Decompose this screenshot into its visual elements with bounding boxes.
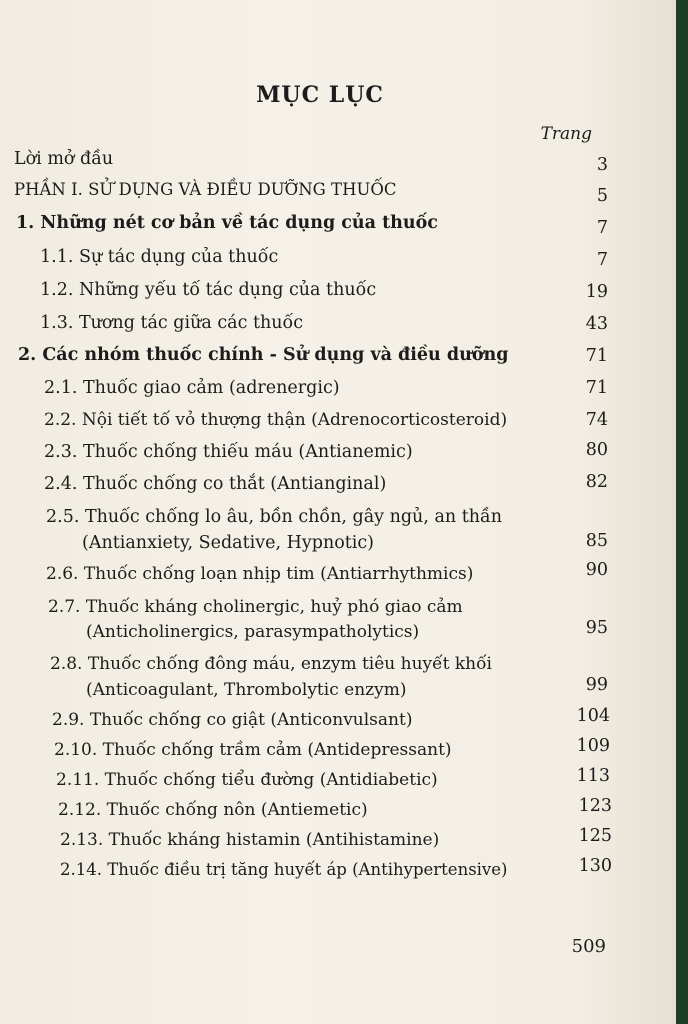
toc-entry-page: 7 (596, 250, 608, 270)
page-column-header: Trang (540, 124, 592, 144)
toc-entry-page: 95 (585, 618, 608, 638)
toc-entry-label: 1. Những nét cơ bản về tác dụng của thuốc (16, 213, 438, 233)
toc-entry-label: 2.6. Thuốc chống loạn nhịp tim (Antiarrhythmics) (46, 564, 474, 584)
toc-entry-label: 1.3. Tương tác giữa các thuốc (40, 313, 304, 333)
toc-entry-label: 2.2. Nội tiết tố vỏ thượng thận (Adrenocorticosteroid) (44, 410, 508, 430)
toc-entry-label: 2.12. Thuốc chống nôn (Antiemetic) (58, 800, 368, 820)
toc-entry-page: 43 (585, 314, 608, 334)
toc-entry-label: 2. Các nhóm thuốc chính - Sử dụng và điều dưỡng (18, 345, 509, 365)
toc-entry-page: 71 (585, 378, 608, 398)
toc-entry-label: 2.7. Thuốc kháng cholinergic, huỷ phó giao cảm (48, 597, 463, 617)
toc-entry-page: 130 (578, 856, 612, 876)
toc-entry-label: Lời mở đầu (14, 149, 114, 169)
toc-entry-page: 3 (596, 155, 608, 175)
toc-entry-label: 2.8. Thuốc chống đông máu, enzym tiêu huyết khối (50, 654, 492, 674)
toc-entry-label: 2.1. Thuốc giao cảm (adrenergic) (44, 378, 340, 398)
toc-entry-page: 7 (596, 218, 608, 238)
toc-entry-label: 1.2. Những yếu tố tác dụng của thuốc (40, 280, 377, 300)
toc-entry-label-2: (Antianxiety, Sedative, Hypnotic) (82, 533, 375, 553)
toc-entry-label-2: (Anticoagulant, Thrombolytic enzym) (86, 680, 407, 700)
toc-entry-label: 2.13. Thuốc kháng histamin (Antihistamine) (60, 830, 440, 850)
toc-entry-page: 90 (585, 560, 608, 580)
toc-entry-page: 125 (578, 826, 612, 846)
page-title: MỤC LỤC (256, 82, 384, 108)
toc-entry-page: 113 (576, 766, 610, 786)
toc-entry-page: 104 (576, 706, 610, 726)
toc-entry-label: 2.5. Thuốc chống lo âu, bồn chồn, gây ngủ, an thần (46, 507, 503, 527)
toc-entry-label: 2.3. Thuốc chống thiếu máu (Antianemic) (44, 442, 413, 462)
toc-entry-page: 5 (596, 186, 608, 206)
toc-entry-page: 80 (585, 440, 608, 460)
toc-entry-label: 2.14. Thuốc điều trị tăng huyết áp (Antihypertensive) (60, 860, 508, 879)
toc-entry-page: 74 (585, 410, 608, 430)
toc-entry-label: PHẦN I. SỬ DỤNG VÀ ĐIỀU DƯỠNG THUỐC (14, 180, 397, 199)
toc-entry-page: 85 (585, 531, 608, 551)
toc-entry-page: 19 (585, 282, 608, 302)
toc-entry-page: 82 (585, 472, 608, 492)
page-number: 509 (571, 936, 606, 957)
toc-entry-label: 2.4. Thuốc chống co thắt (Antianginal) (44, 474, 387, 494)
toc-entry-label: 2.11. Thuốc chống tiểu đường (Antidiabetic) (56, 770, 438, 790)
toc-entry-label-2: (Anticholinergics, parasympatholytics) (86, 622, 420, 642)
toc-entry-label: 1.1. Sự tác dụng của thuốc (40, 247, 279, 267)
toc-entry-label: 2.10. Thuốc chống trầm cảm (Antidepressant) (54, 740, 452, 760)
toc-entry-page: 123 (578, 796, 612, 816)
toc-entry-label: 2.9. Thuốc chống co giật (Anticonvulsant) (52, 710, 413, 730)
toc-entry-page: 99 (585, 675, 608, 695)
toc-entry-page: 71 (585, 346, 608, 366)
toc-entry-page: 109 (576, 736, 610, 756)
